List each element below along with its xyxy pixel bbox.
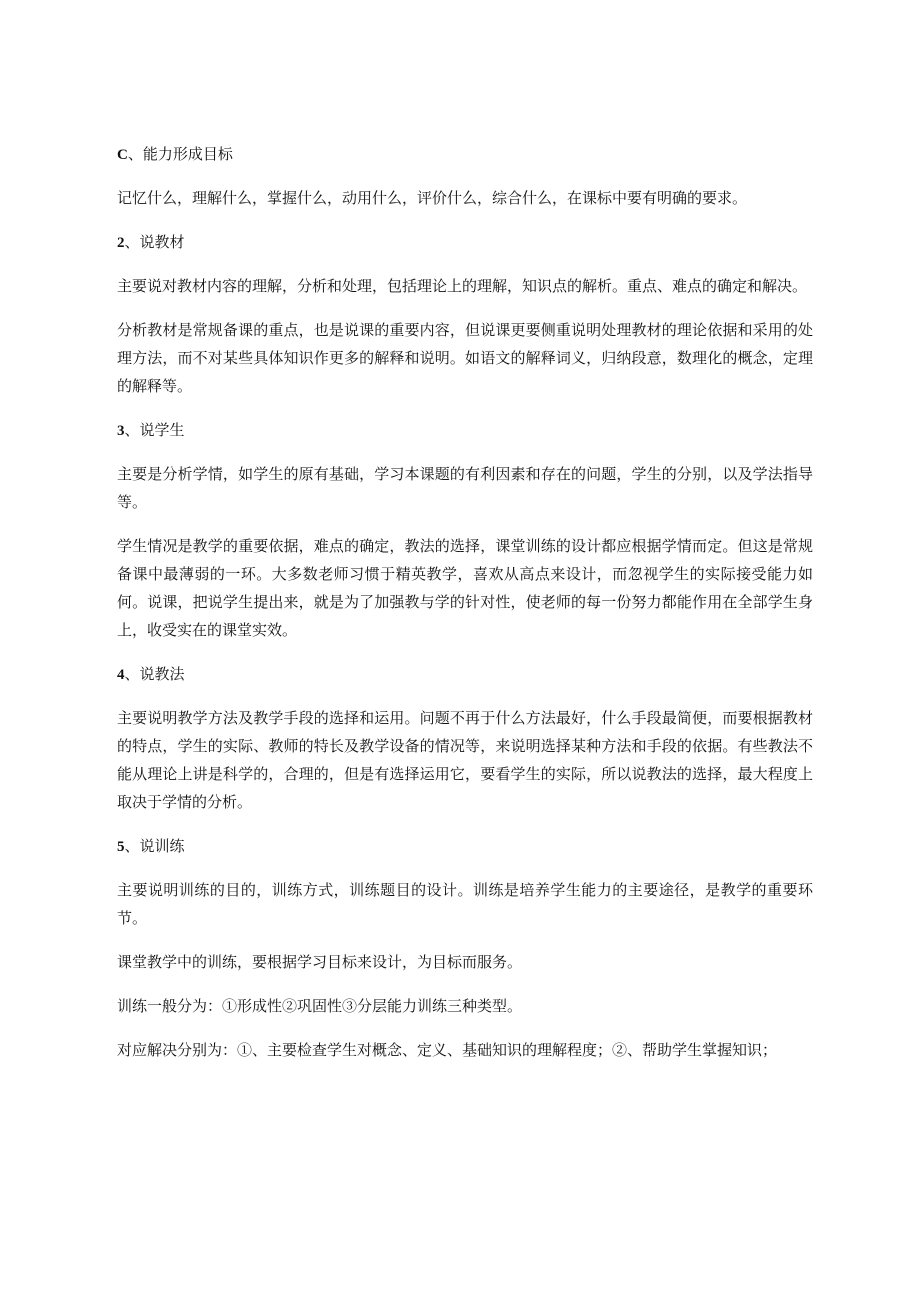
paragraph: 课堂教学中的训练，要根据学习目标来设计，为目标而服务。	[117, 953, 523, 971]
section-heading: 3、说学生	[117, 421, 185, 439]
paragraph: 主要说对教材内容的理解，分析和处理，包括理论上的理解，知识点的解析。重点、难点的确定和解决。	[117, 277, 808, 295]
paragraph: 训练一般分为：①形成性②巩固性③分层能力训练三种类型。	[117, 997, 523, 1015]
section-heading: 2、说教材	[117, 233, 185, 251]
section-heading: C、能力形成目标	[117, 145, 233, 163]
document-page	[117, 140, 813, 1080]
paragraph: 主要说明训练的目的，训练方式，训练题目的设计。训练是培养学生能力的主要途径，是教学的重要环节。	[117, 881, 813, 927]
paragraph: 记忆什么，理解什么，掌握什么，动用什么，评价什么，综合什么，在课标中要有明确的要求。	[117, 189, 748, 207]
paragraph: 主要说明教学方法及教学手段的选择和运用。问题不再于什么方法最好，什么手段最简便，而要根据教材的特点，学生的实际、教师的特长及教学设备的情况等，来说明选择某种方法和手段的依据。有些教法不能从理论上讲是科学的，合理的，但是有选择运用它，要看学生的实际，所以说教法的选择，最大程度上取决于学情的分析。	[117, 709, 813, 811]
paragraph: 学生情况是教学的重要依据，难点的确定，教法的选择，课堂训练的设计都应根据学情而定。但这是常规备课中最薄弱的一环。大多数老师习惯于精英教学，喜欢从高点来设计，而忽视学生的实际接受能力如何。说课，把说学生提出来，就是为了加强教与学的针对性，使老师的每一份努力都能作用在全部学生身上，收受实在的课堂实效。	[117, 537, 813, 639]
section-heading: 5、说训练	[117, 837, 185, 855]
paragraph: 主要是分析学情，如学生的原有基础，学习本课题的有利因素和存在的问题，学生的分别，以及学法指导等。	[117, 465, 813, 511]
paragraph: 对应解决分别为：①、主要检查学生对概念、定义、基础知识的理解程度；②、帮助学生掌握知识；	[117, 1041, 778, 1059]
paragraph: 分析教材是常规备课的重点，也是说课的重要内容，但说课更要侧重说明处理教材的理论依据和采用的处理方法，而不对某些具体知识作更多的解释和说明。如语文的解释词义，归纳段意，数理化的概念，定理的解释等。	[117, 321, 813, 395]
section-heading: 4、说教法	[117, 665, 185, 683]
